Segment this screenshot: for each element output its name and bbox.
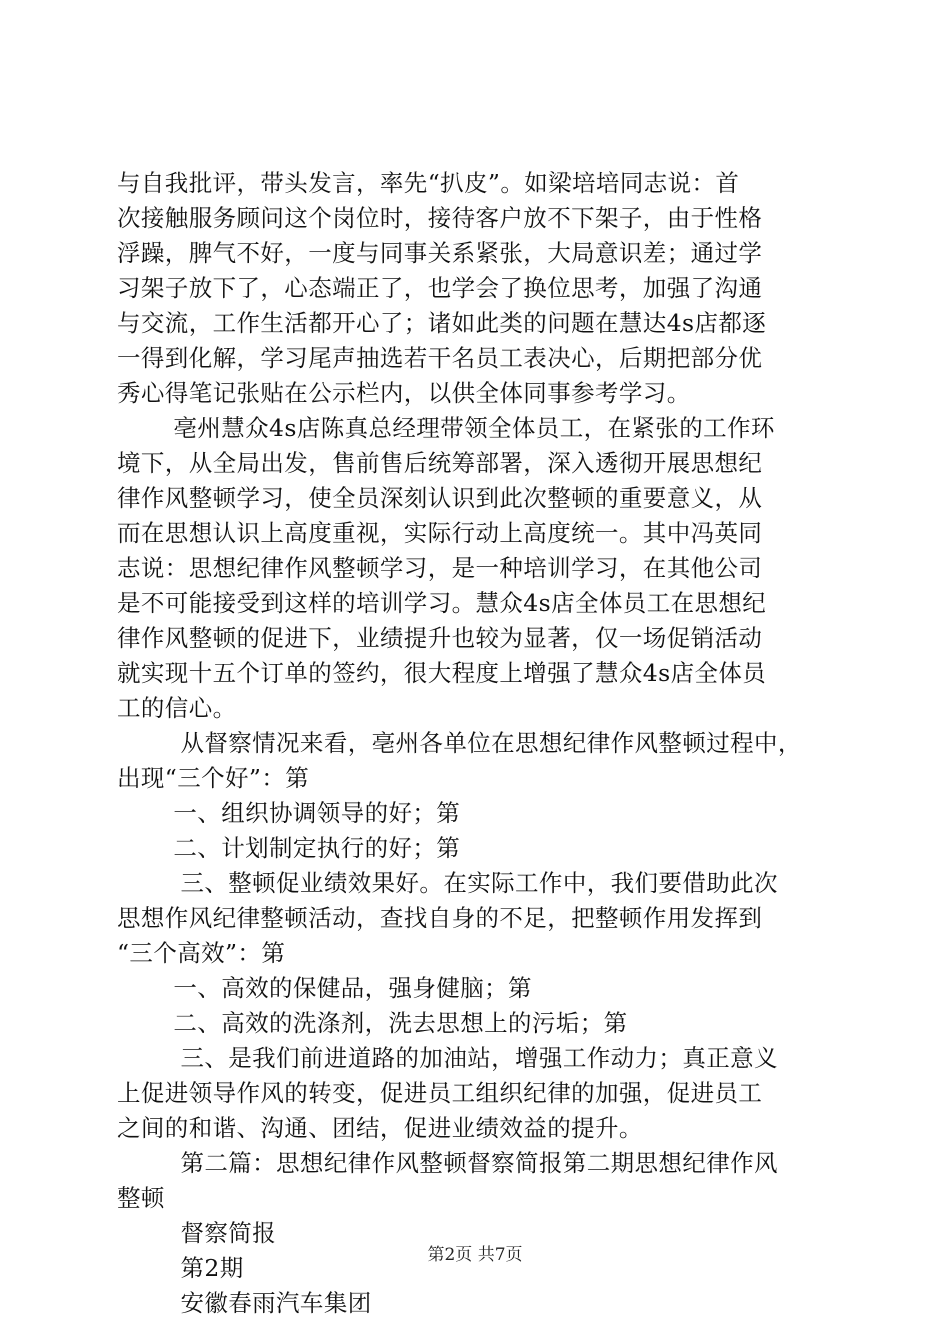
- text-line: 浮躁，脾气不好，一度与同事关系紧张，大局意识差；通过学: [117, 239, 763, 267]
- text-line: 秀心得笔记张贴在公示栏内，以供全体同事参考学习。: [117, 379, 691, 407]
- bulletin-organization: 安徽春雨汽车集团: [180, 1289, 372, 1317]
- list-line: 三、整顿促业绩效果好。在实际工作中，我们要借助此次: [180, 869, 778, 897]
- list-line: 一、组织协调领导的好；第: [173, 799, 461, 827]
- text-line: 志说：思想纪律作风整顿学习，是一种培训学习，在其他公司: [117, 554, 763, 582]
- text-line: 就实现十五个订单的签约，很大程度上增强了慧众4s店全体员: [117, 659, 767, 687]
- paragraph-start-line: 亳州慧众4s店陈真总经理带领全体员工，在紧张的工作环: [173, 414, 775, 442]
- bulletin-title: 督察简报: [180, 1219, 277, 1247]
- text-line: 上促进领导作风的转变，促进员工组织纪律的加强，促进员工: [117, 1079, 763, 1107]
- text-line: 是不可能接受到这样的培训学习。慧众4s店全体员工在思想纪: [117, 589, 767, 617]
- text-line: 境下，从全局出发，售前售后统筹部署，深入透彻开展思想纪: [117, 449, 763, 477]
- text-line: 而在思想认识上高度重视，实际行动上高度统一。其中冯英同: [117, 519, 763, 547]
- section-heading-line: 第二篇：思想纪律作风整顿督察简报第二期思想纪律作风: [180, 1149, 778, 1177]
- list-line: 二、高效的洗涤剂，洗去思想上的污垢；第: [173, 1009, 628, 1037]
- text-line: 一得到化解，学习尾声抽选若干名员工表决心，后期把部分优: [117, 344, 763, 372]
- text-line: 思想作风纪律整顿活动，查找自身的不足，把整顿作用发挥到: [117, 904, 763, 932]
- list-line: 一、高效的保健品，强身健脑；第: [173, 974, 532, 1002]
- list-line: 三、是我们前进道路的加油站，增强工作动力；真正意义: [180, 1044, 778, 1072]
- page-number-footer: 第2页 共7页: [427, 1245, 523, 1265]
- text-line: 工的信心。: [117, 694, 237, 722]
- text-line: 出现“三个好”：第: [117, 764, 310, 792]
- text-line: 习架子放下了，心态端正了，也学会了换位思考，加强了沟通: [117, 274, 763, 302]
- text-line: 与交流，工作生活都开心了；诸如此类的问题在慧达4s店都逐: [117, 309, 767, 337]
- text-line: “三个高效”：第: [117, 939, 286, 967]
- text-line: 律作风整顿的促进下，业绩提升也较为显著，仅一场促销活动: [117, 624, 763, 652]
- paragraph-start-line: 从督察情况来看，亳州各单位在思想纪律作风整顿过程中，: [180, 729, 802, 757]
- bulletin-issue: 第2期: [180, 1254, 244, 1282]
- text-line: 之间的和谐、沟通、团结，促进业绩效益的提升。: [117, 1114, 643, 1142]
- section-heading-line: 整顿: [117, 1184, 165, 1212]
- text-line: 次接触服务顾问这个岗位时，接待客户放不下架子，由于性格: [117, 204, 763, 232]
- document-body: [117, 166, 837, 1321]
- list-line: 二、计划制定执行的好；第: [173, 834, 461, 862]
- text-line: 与自我批评，带头发言，率先“扒皮”。如梁培培同志说：首: [117, 169, 740, 197]
- text-line: 律作风整顿学习，使全员深刻认识到此次整顿的重要意义，从: [117, 484, 763, 512]
